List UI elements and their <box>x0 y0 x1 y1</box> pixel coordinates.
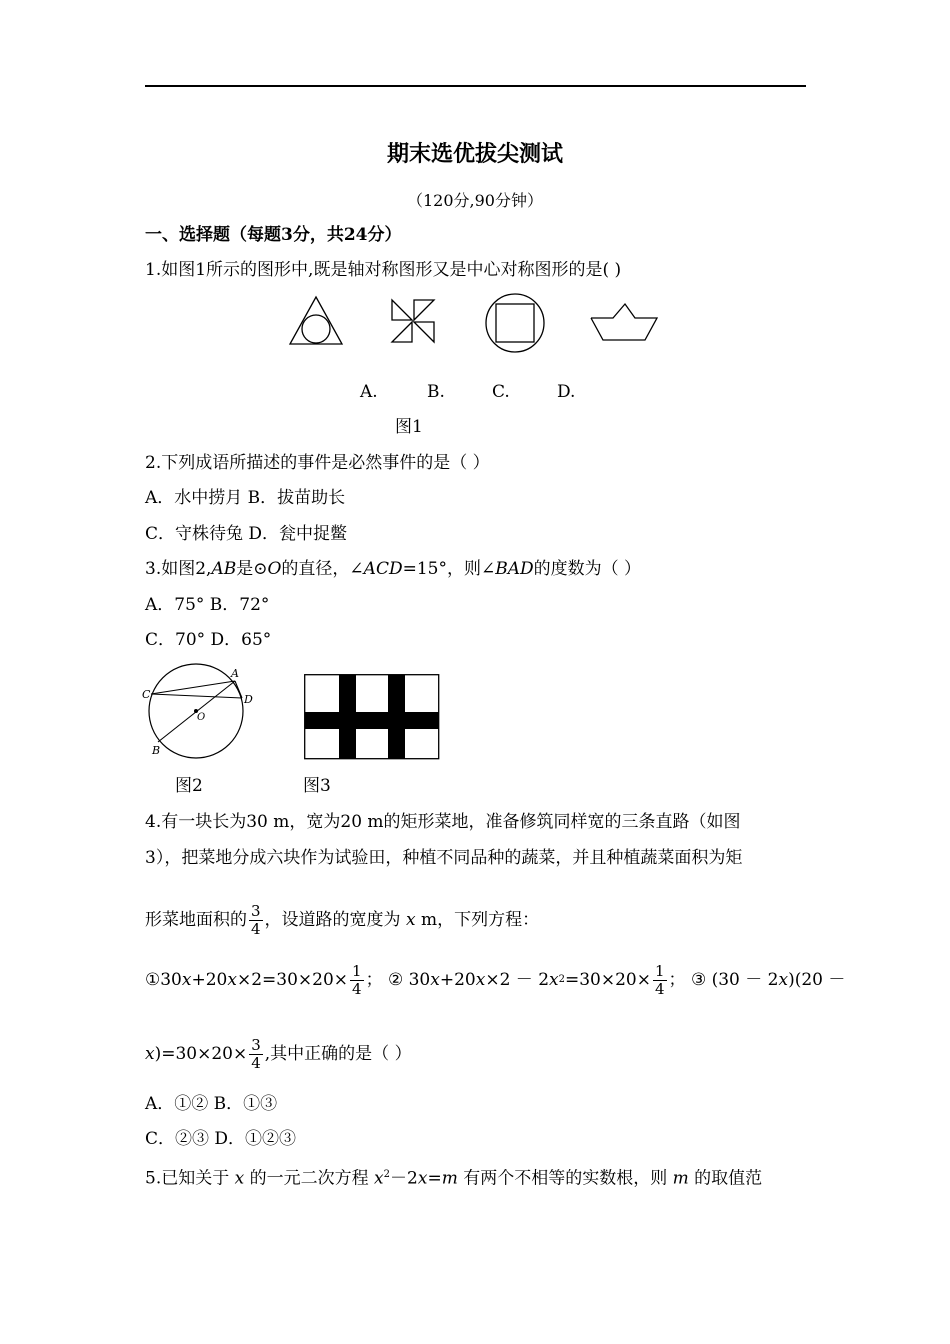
figure3-field-roads <box>304 674 440 760</box>
q4-equations: ①30 x +20 x ×2=30×20× $\frac{1}{4}$ ； ② 30 x +20 x ×2 － 2 x 2 =30×20× $\frac{1}{4}$ ； ③ (30 － 2 x )(20 － <box>145 961 846 998</box>
figure3-caption: 图3 <box>303 776 331 796</box>
q3-options-row1: A．75° B．72° <box>145 595 270 615</box>
q2-options-row1: A．水中捞月 B．拔苗助长 <box>145 488 346 508</box>
figure2-label-b: B <box>152 744 161 757</box>
figure1-circle-square <box>484 292 546 354</box>
figure2-circle-diagram <box>140 660 260 760</box>
q4-line2: 3），把菜地分成六块作为试验田，种植不同品种的蔬菜，并且种植蔬菜面积为矩 <box>145 848 743 868</box>
q4-line5: x )=30×20× $\frac{3}{4}$ ,其中正确的是（ ） <box>145 1035 412 1072</box>
page-subtitle: （120分,90分钟） <box>407 191 543 210</box>
figure2-caption: 图2 <box>175 776 203 796</box>
section-heading: 一、选择题（每题3分，共24分） <box>145 225 402 245</box>
figure1-pinwheel <box>388 298 438 346</box>
fraction-three-quarters: $\frac{3}{4}$ <box>251 901 261 938</box>
fraction-one-quarter-2: $\frac{1}{4}$ <box>654 961 665 998</box>
q1-stem: 1.如图1所示的图形中,既是轴对称图形又是中心对称图形的是( ) <box>145 260 622 280</box>
q4-line3: 形菜地面积的 $\frac{3}{4}$ ，设道路的宽度为 x m，下列方程： <box>145 901 540 938</box>
fraction-one-quarter: $\frac{1}{4}$ <box>352 961 362 998</box>
page-title: 期末选优拔尖测试 <box>386 141 563 167</box>
q4-options-row1: A．①② B．①③ <box>145 1094 278 1114</box>
q4-options-row2: C．②③ D．①②③ <box>145 1129 297 1149</box>
q4-line1: 4.有一块长为30 m，宽为20 m的矩形菜地，准备修筑同样宽的三条直路（如图 <box>145 812 741 832</box>
figure2-label-d: D <box>244 693 253 706</box>
q3-options-row2: C．70° D．65° <box>145 630 272 650</box>
figure1-caption: 图1 <box>395 417 423 437</box>
q1-option-c: C. <box>492 382 510 402</box>
header-rule <box>145 85 806 87</box>
q5-stem: 5.已知关于 x 的一元二次方程 $x^2-2x=m$ 有两个不相等的实数根，则 m 的取值范 <box>145 1168 763 1189</box>
q2-options-row2: C．守株待兔 D．瓮中捉鳖 <box>145 524 348 544</box>
q2-stem: 2.下列成语所描述的事件是必然事件的是（ ） <box>145 453 490 473</box>
figure2-label-o: O <box>197 712 206 723</box>
figure2-label-a: A <box>231 667 239 680</box>
figure1-triangle-circle <box>288 296 344 346</box>
q3-stem: 3.如图2,AB是⊙O的直径，∠ACD=15°，则∠BAD的度数为（ ） <box>145 559 642 579</box>
fraction-three-quarters-2: $\frac{3}{4}$ <box>251 1035 261 1072</box>
figure2-label-c: C <box>142 688 151 701</box>
q1-option-a: A. <box>360 382 378 402</box>
q1-option-d: D. <box>557 382 576 402</box>
figure1-boat <box>589 302 659 344</box>
q1-option-b: B. <box>427 382 445 402</box>
